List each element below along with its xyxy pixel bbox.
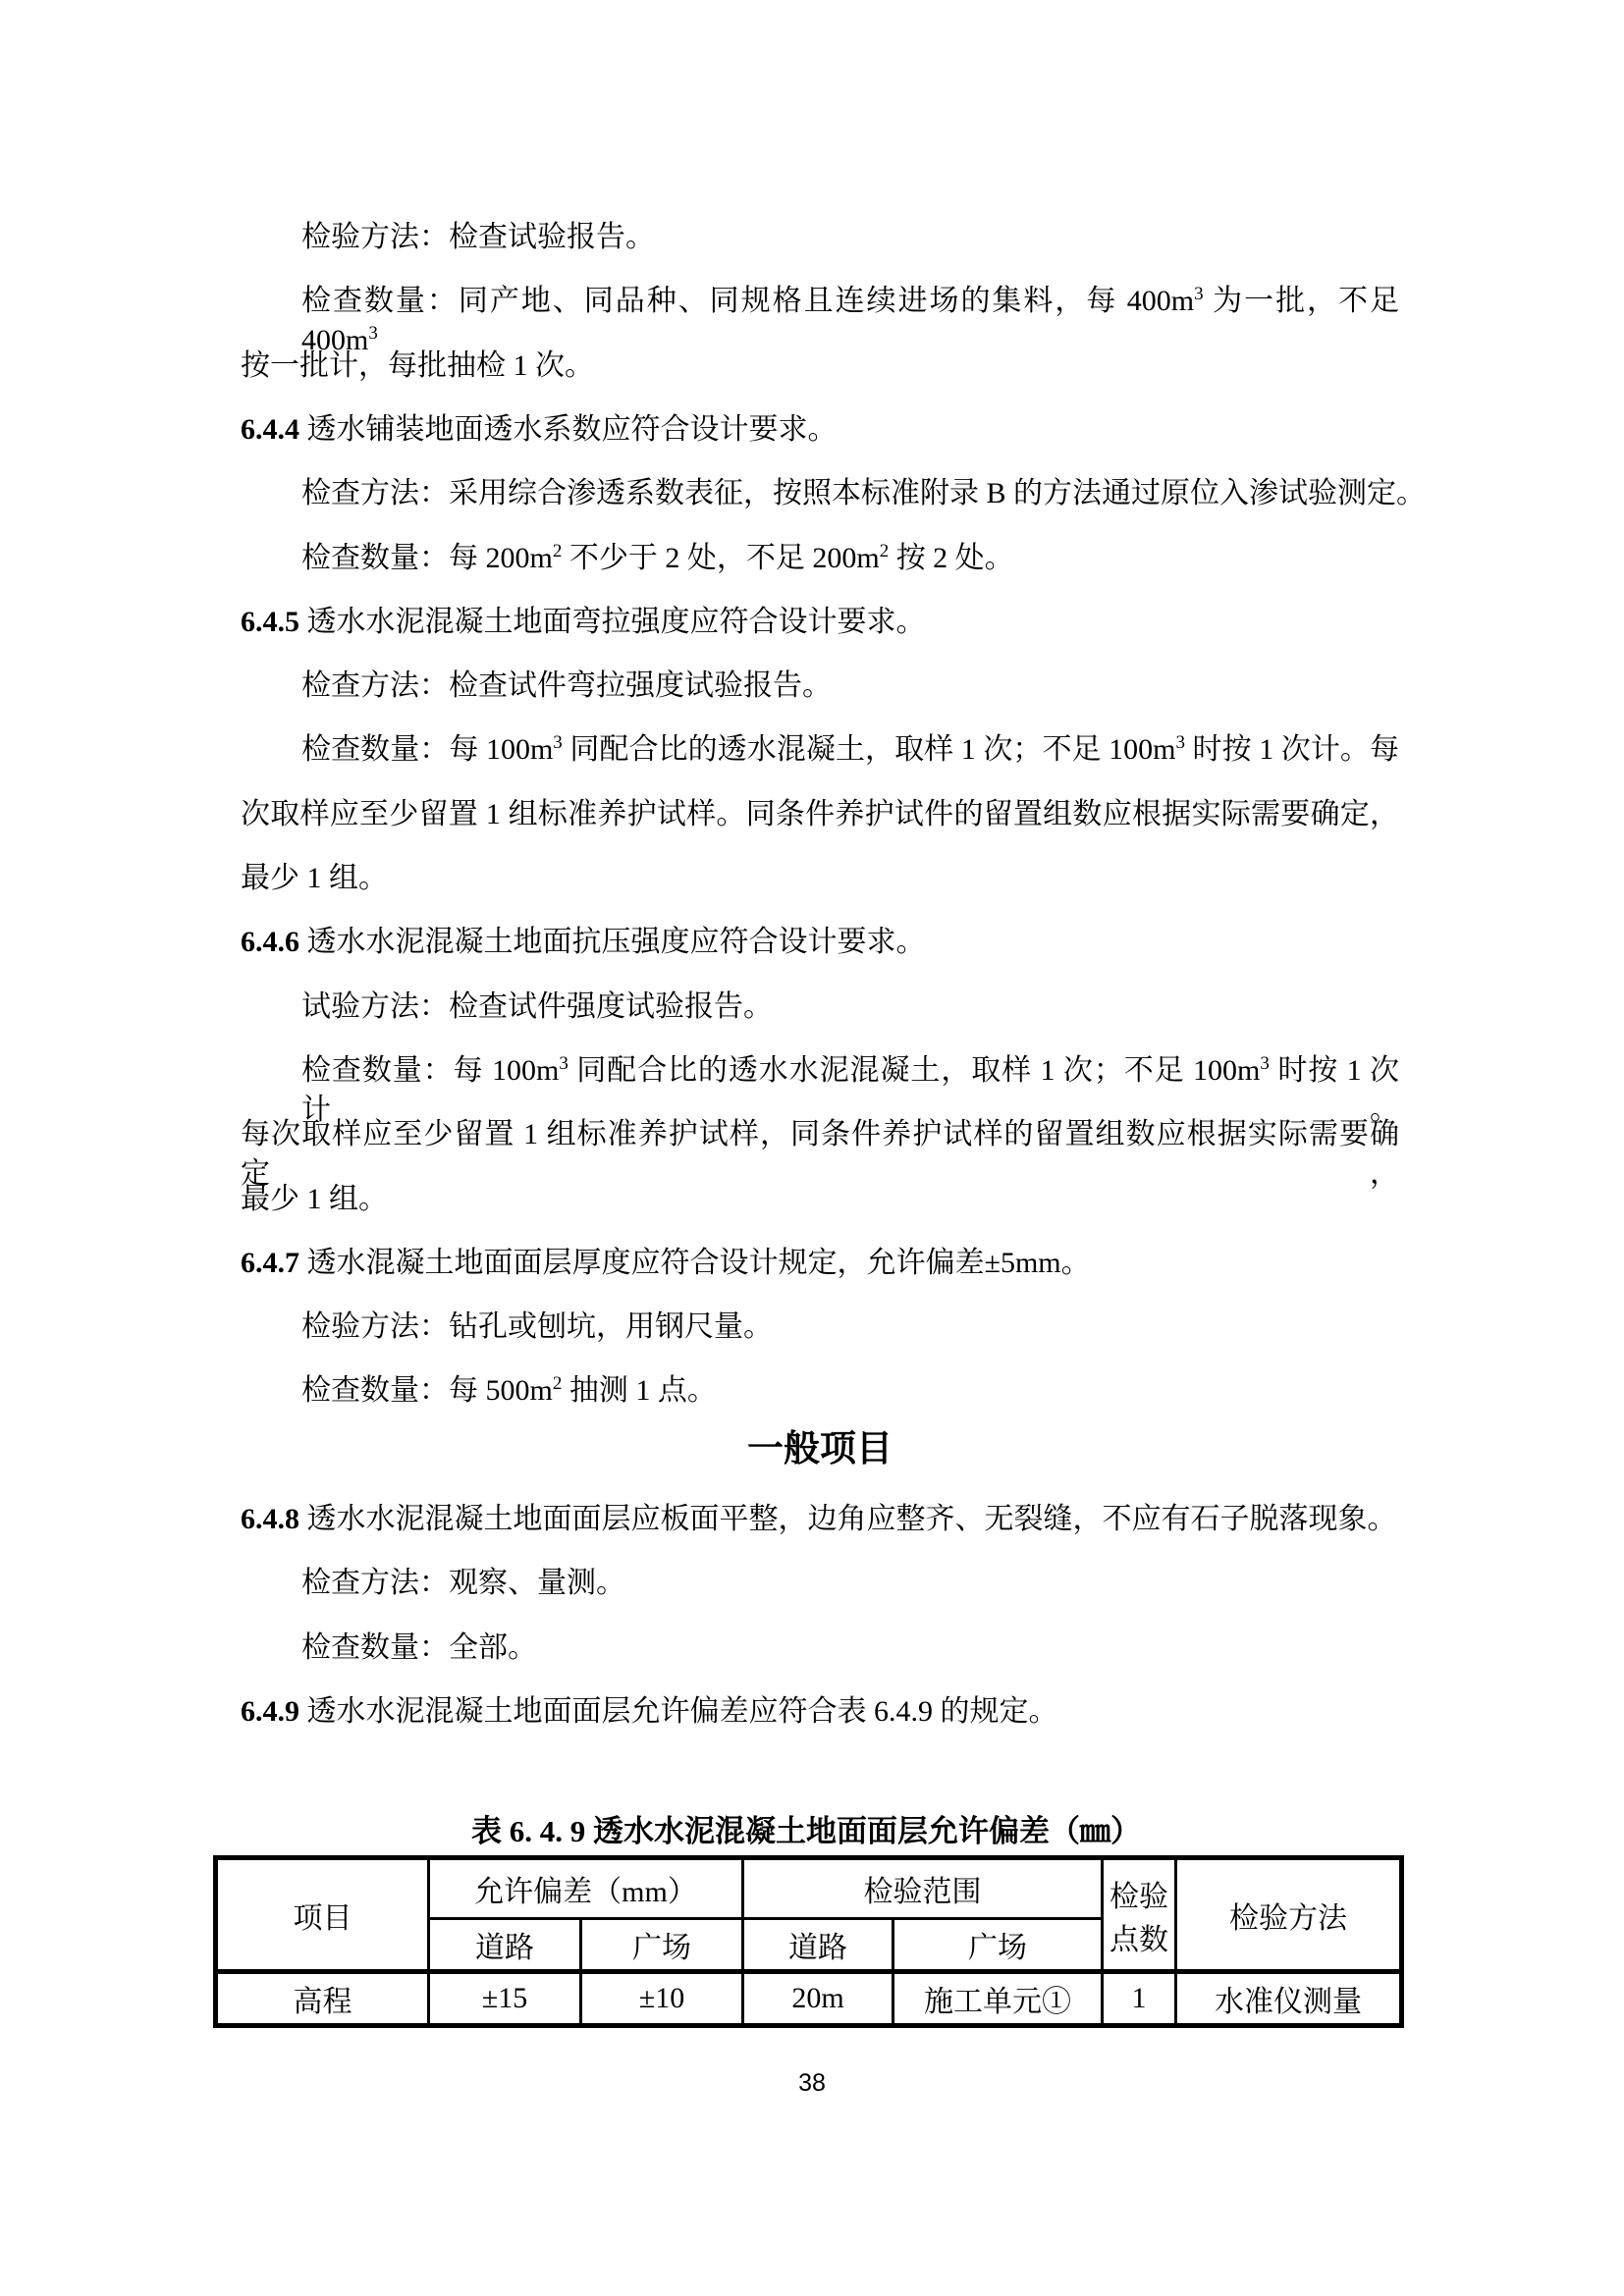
- text-line: 检验方法：钻孔或刨坑，用钢尺量。: [301, 1310, 773, 1344]
- col-header-inspection-points: 检验点数: [1103, 1858, 1176, 1972]
- text-line: 检查数量：每 $500m^2$ 抽测 1 点。: [301, 1373, 717, 1408]
- subheader-range-road: 道路: [743, 1919, 893, 1972]
- cell-range-plaza: 施工单元①: [893, 1972, 1103, 2026]
- cell-points: 1: [1103, 1972, 1176, 2026]
- text-line: 最少 1 组。: [241, 1182, 388, 1215]
- cell-deviation-plaza: ±10: [581, 1972, 743, 2026]
- text-line: 检查数量：每 $100m^3$ 同配合比的透水水泥混凝土，取样 1 次；不足 $100m^3$ 时按 1 次计。: [301, 1052, 1400, 1126]
- subheader-deviation-plaza: 广场: [581, 1919, 743, 1972]
- text-line: 试验方法：检查试件强度试验报告。: [301, 989, 773, 1023]
- cell-method: 水准仪测量: [1176, 1972, 1402, 2026]
- text-line: 6.4.5 透水水泥混凝土地面弯拉强度应符合设计要求。: [241, 605, 926, 638]
- text-line: 6.4.9 透水水泥混凝土地面面层允许偏差应符合表 6.4.9 的规定。: [241, 1694, 1058, 1728]
- cell-deviation-road: ±15: [429, 1972, 581, 2026]
- text-line: 6.4.7 透水混凝土地面面层厚度应符合设计规定，允许偏差±5mm。: [241, 1246, 1091, 1279]
- text-line: 检查数量：每 $200m^2$ 不少于 2 处，不足 $200m^2$ 按 2 处。: [301, 540, 1014, 574]
- text-line: 检查数量：全部。: [301, 1630, 537, 1664]
- col-header-inspection-range: 检验范围: [743, 1858, 1103, 1919]
- text-line: 6.4.6 透水水泥混凝土地面抗压强度应符合设计要求。: [241, 926, 926, 959]
- text-line: 检查方法：采用综合渗透系数表征，按照本标准附录 B 的方法通过原位入渗试验测定。: [301, 477, 1427, 510]
- text-line: 检查数量：每 $100m^3$ 同配合比的透水混凝土，取样 1 次；不足 $100m^3$ 时按 1 次计。每: [301, 732, 1399, 767]
- col-header-allowed-deviation: 允许偏差（mm）: [429, 1858, 743, 1919]
- text-line: 按一批计，每批抽检 1 次。: [241, 348, 594, 382]
- text-line: 次取样应至少留置 1 组标准养护试样。同条件养护试件的留置组数应根据实际需要确定，: [241, 797, 1399, 830]
- subheader-range-plaza: 广场: [893, 1919, 1103, 1972]
- text-line: 每次取样应至少留置 1 组标准养护试样，同条件养护试样的留置组数应根据实际需要确定，: [241, 1118, 1399, 1191]
- text-line: 检查方法：观察、量测。: [301, 1567, 625, 1600]
- text-line: 检查数量：同产地、同品种、同规格且连续进场的集料，每 $400m^3$ 为一批，不足 $400m^3$: [301, 284, 1400, 357]
- section-heading: 一般项目: [747, 1428, 893, 1469]
- col-header-inspection-method: 检验方法: [1176, 1858, 1402, 1972]
- table-row: [216, 1972, 1402, 2026]
- table-title: 表 6. 4. 9 透水水泥混凝土地面面层允许偏差（㎜）: [471, 1814, 1141, 1848]
- page-number: 38: [798, 2069, 826, 2097]
- cell-range-road: 20m: [743, 1972, 893, 2026]
- text-line: 检查方法：检查试件弯拉强度试验报告。: [301, 669, 832, 703]
- text-line: 检验方法：检查试验报告。: [301, 221, 655, 253]
- deviation-table: [213, 1855, 1404, 2028]
- subheader-deviation-road: 道路: [429, 1919, 581, 1972]
- cell-item: 高程: [216, 1972, 429, 2026]
- text-line: 6.4.4 透水铺装地面透水系数应符合设计要求。: [241, 412, 838, 446]
- text-line: 6.4.8 透水水泥混凝土地面面层应板面平整，边角应整齐、无裂缝，不应有石子脱落现象。: [241, 1503, 1397, 1535]
- text-line: 最少 1 组。: [241, 862, 388, 894]
- col-header-item: 项目: [216, 1858, 429, 1972]
